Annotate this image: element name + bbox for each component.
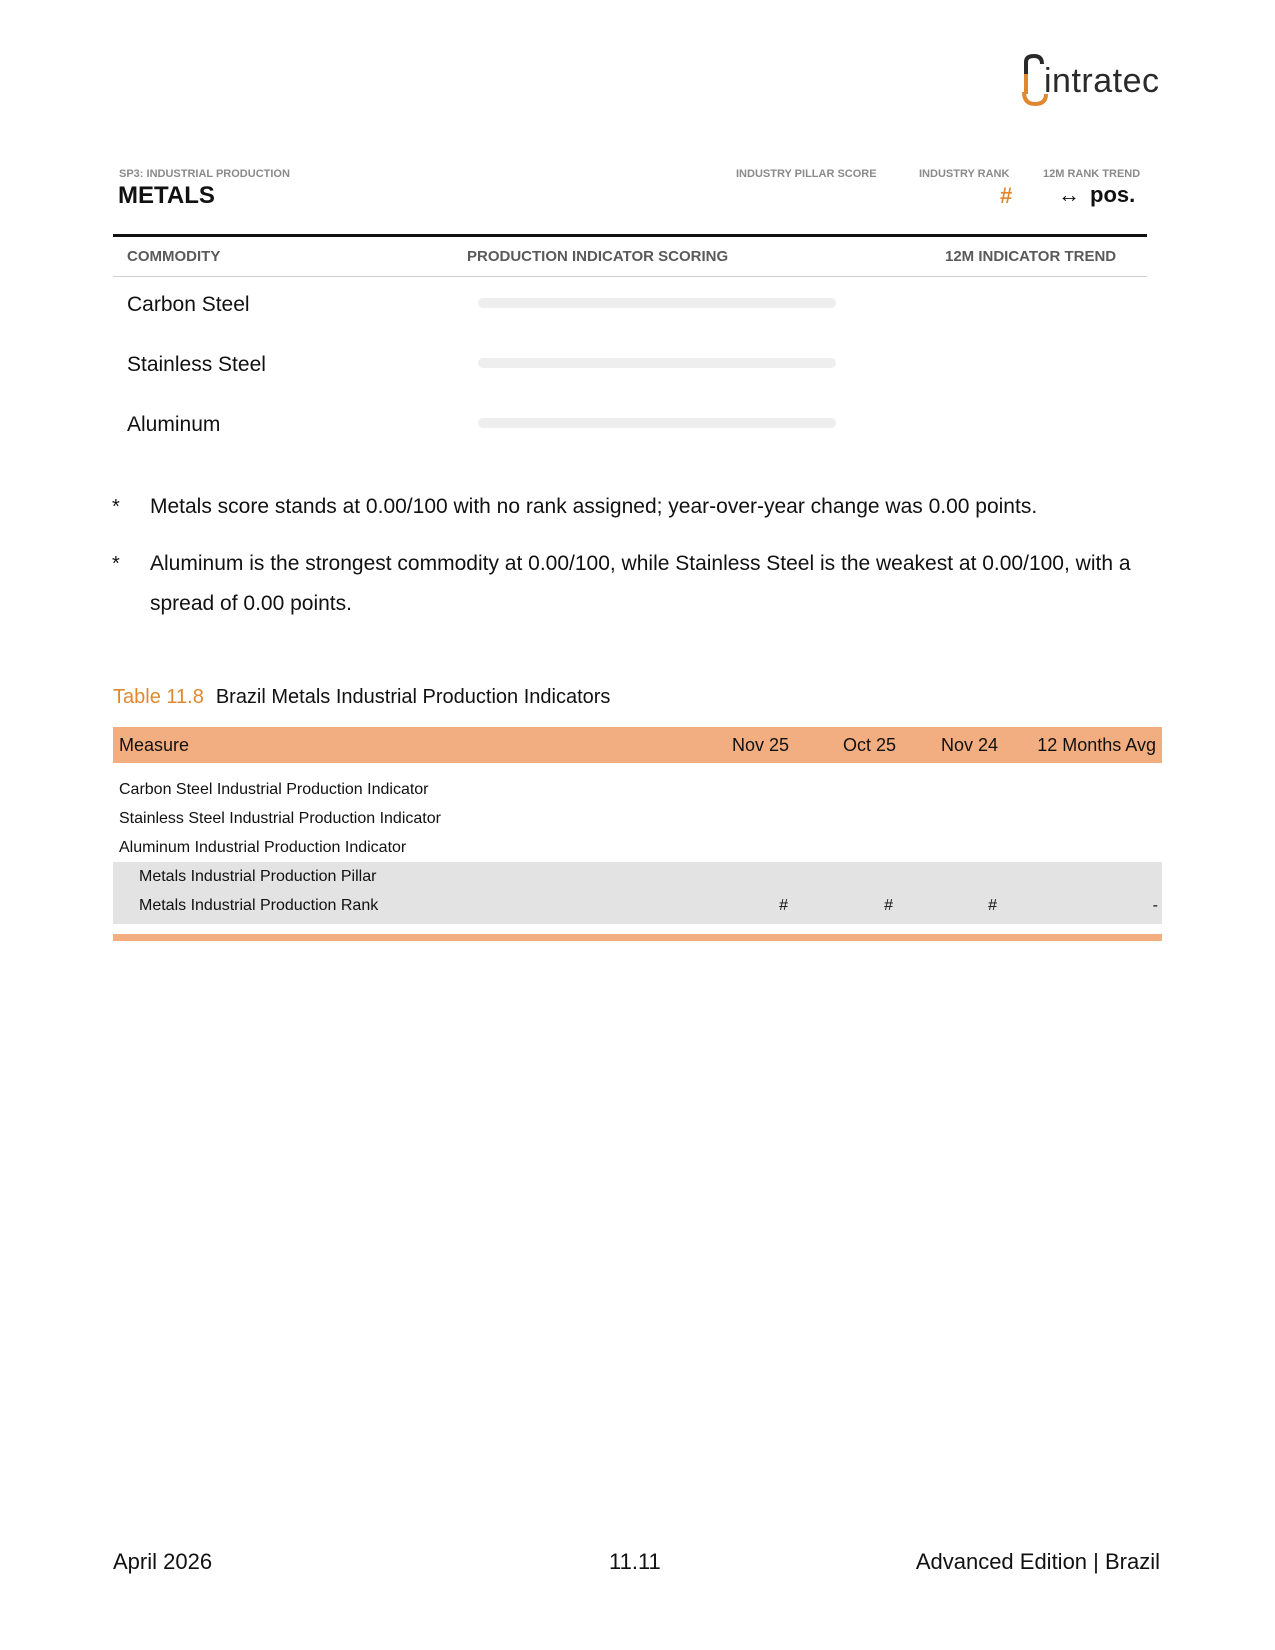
commodity-name: Aluminum — [127, 413, 221, 436]
value-cell-nov25: # — [779, 897, 788, 914]
bullet-marker: * — [112, 553, 120, 575]
table-caption — [113, 686, 610, 709]
column-header-nov24: Nov 24 — [940, 735, 998, 755]
table-header-divider — [113, 276, 1147, 277]
logo-wordmark: intratec — [1044, 62, 1160, 100]
measure-cell: Carbon Steel Industrial Production Indicator — [119, 781, 429, 798]
pillar-score-label: INDUSTRY PILLAR SCORE — [736, 168, 877, 180]
column-header-measure: Measure — [119, 735, 190, 755]
score-bar-track — [478, 298, 836, 308]
measure-cell: Metals Industrial Production Rank — [139, 897, 379, 914]
section-label: SP3: INDUSTRIAL PRODUCTION — [119, 168, 290, 180]
bullet-text: Aluminum is the strongest commodity at 0.00/100, while Stainless Steel is the weakest at 0.00/100, with a spread of 0.00 points. — [150, 552, 1131, 615]
column-header-scoring: PRODUCTION INDICATOR SCORING — [467, 248, 729, 265]
left-right-arrow-icon: ↔ — [1058, 182, 1080, 207]
score-bar-track — [478, 418, 836, 428]
measure-cell: Aluminum Industrial Production Indicator — [119, 839, 407, 856]
value-cell-oct25: # — [884, 897, 893, 914]
column-header-12m-avg: 12 Months Avg — [1037, 735, 1156, 755]
industry-rank-value: # — [1000, 183, 1013, 208]
table-title: Brazil Metals Industrial Production Indicators — [215, 686, 611, 708]
bullet-text: Metals score stands at 0.00/100 with no rank assigned; year-over-year change was 0.00 points. — [150, 495, 1038, 518]
score-bar-track — [478, 358, 836, 368]
rank-trend-value — [1058, 182, 1135, 208]
page-title: METALS — [118, 182, 215, 209]
header-divider — [113, 234, 1147, 237]
measure-cell: Stainless Steel Industrial Production Indicator — [119, 810, 441, 827]
value-cell-12m-avg: - — [1152, 897, 1158, 914]
industry-rank-label: INDUSTRY RANK — [919, 168, 1010, 180]
bullet-marker: * — [112, 496, 120, 518]
table-bottom-rule — [113, 934, 1162, 941]
table-header-row — [113, 727, 1162, 763]
summary-bullet — [112, 544, 1172, 624]
rank-trend-label: 12M RANK TREND — [1043, 168, 1141, 180]
table-row — [113, 804, 1162, 833]
commodity-name: Stainless Steel — [127, 353, 266, 376]
table-row — [113, 833, 1162, 862]
column-header-nov25: Nov 25 — [731, 735, 789, 755]
table-row-pillar — [113, 862, 1162, 891]
table-number: Table 11.8 — [113, 686, 204, 708]
page-number: 11.11 — [609, 1549, 661, 1574]
rank-trend-text: pos. — [1090, 182, 1136, 207]
table-row-rank — [113, 891, 1162, 924]
column-header-commodity: COMMODITY — [127, 248, 221, 265]
commodity-name: Carbon Steel — [127, 293, 250, 316]
column-header-oct25: Oct 25 — [842, 735, 896, 755]
summary-bullet — [112, 487, 1172, 527]
measure-cell: Metals Industrial Production Pillar — [139, 868, 377, 885]
value-cell-nov24: # — [988, 897, 997, 914]
column-header-trend: 12M INDICATOR TREND — [945, 248, 1117, 265]
footer-date: April 2026 — [113, 1549, 213, 1574]
table-row — [113, 775, 1162, 804]
footer-edition: Advanced Edition | Brazil — [915, 1549, 1160, 1574]
intratec-logo — [1020, 54, 1170, 114]
